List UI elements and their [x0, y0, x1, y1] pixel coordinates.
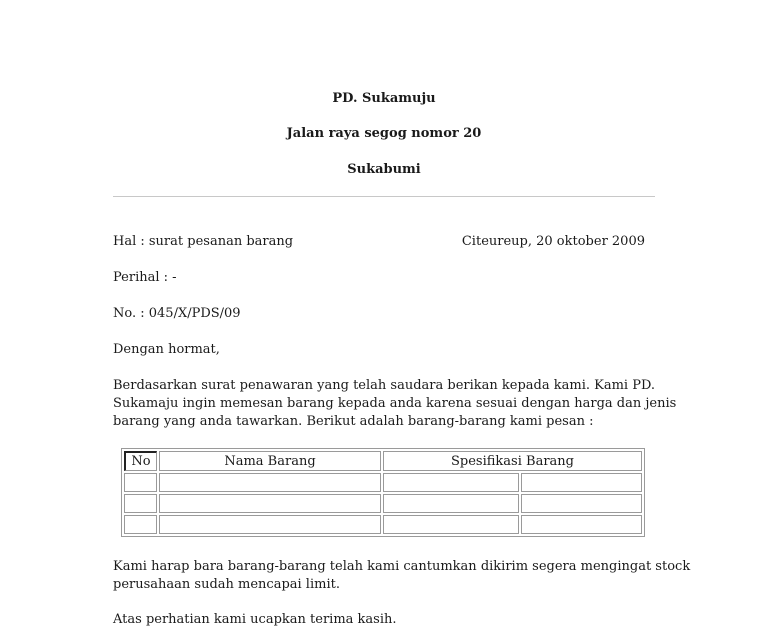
company-name: PD. Sukamuju: [332, 91, 436, 106]
company-address: Jalan raya segog nomor 20: [286, 126, 482, 141]
table-cell: [124, 515, 157, 534]
thanks-line: Atas perhatian kami ucapkan terima kasih.: [113, 612, 397, 627]
table-cell: [521, 473, 642, 492]
intro-line: Sukamaju ingin memesan barang kepada anda karena sesuai dengan harga dan jenis: [113, 396, 677, 411]
closing-paragraph: [113, 558, 691, 594]
table-header-row: [124, 451, 642, 471]
letter-number: No. : 045/X/PDS/09: [113, 306, 241, 321]
table-cell: [124, 494, 157, 513]
letter-date: Citeureup, 20 oktober 2009: [461, 234, 645, 249]
greeting: Dengan hormat,: [113, 342, 220, 357]
table-cell: [383, 494, 519, 513]
table-cell: [124, 473, 157, 492]
company-city: Sukabumi: [347, 162, 421, 177]
table-row: [124, 515, 642, 534]
subject-line: Hal : surat pesanan barang: [113, 234, 294, 249]
order-table: [121, 448, 645, 537]
header-no: No: [124, 451, 157, 471]
header-nama-barang: Nama Barang: [159, 451, 381, 471]
table-cell: [521, 494, 642, 513]
table-cell: [159, 515, 381, 534]
table-row: [124, 494, 642, 513]
table-cell: [159, 494, 381, 513]
intro-line: barang yang anda tawarkan. Berikut adalah barang-barang kami pesan :: [113, 414, 594, 429]
header-spesifikasi: Spesifikasi Barang: [383, 451, 642, 471]
intro-paragraph: [113, 377, 677, 431]
table-row: [124, 473, 642, 492]
header-divider: [113, 196, 655, 197]
closing-line: perusahaan sudah mencapai limit.: [113, 577, 340, 592]
table-cell: [383, 473, 519, 492]
closing-line: Kami harap bara barang-barang telah kami cantumkan dikirim segera mengingat stock: [113, 559, 691, 574]
table-cell: [383, 515, 519, 534]
intro-line: Berdasarkan surat penawaran yang telah saudara berikan kepada kami. Kami PD.: [113, 378, 656, 393]
perihal-line: Perihal : -: [113, 270, 177, 285]
table-cell: [521, 515, 642, 534]
table-cell: [159, 473, 381, 492]
